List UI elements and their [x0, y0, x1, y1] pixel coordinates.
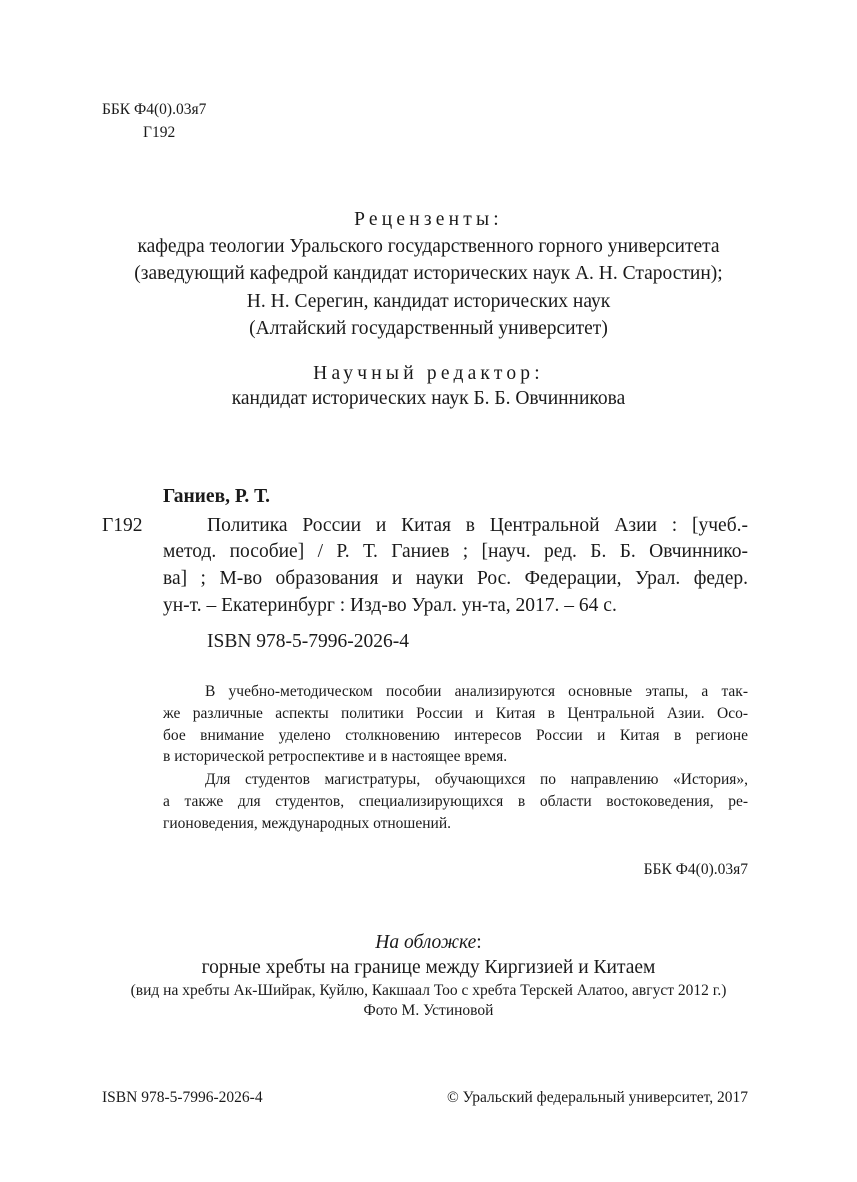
cover-heading — [0, 932, 857, 954]
catalog-line-2: метод. пособие] / Р. Т. Ганиев ; [науч. ред. Б. Б. Овчиннико- — [163, 541, 748, 562]
abstract-line-7: гионоведения, международных отношений. — [163, 815, 452, 832]
cover-colon: : — [476, 932, 482, 953]
cover-line-2: (вид на хребты Ак-Шийрак, Куйлю, Какшаал Тоо с хребта Терскей Алатоо, август 2012 г.) — [130, 982, 727, 999]
editor-heading: Научный редактор: — [313, 363, 544, 384]
reviewers-heading: Рецензенты: — [354, 209, 503, 230]
abstract-line-3: бое внимание уделено столкновению интересов России и Китая в регионе — [163, 727, 748, 744]
cover-line-1: горные хребты на границе между Киргизией и Китаем — [201, 957, 656, 978]
reviewer-line-4: (Алтайский государственный университет) — [249, 318, 608, 339]
reviewer-line-1: кафедра теологии Уральского государственного горного университета — [137, 236, 720, 257]
reviewer-line-2: (заведующий кафедрой кандидат исторических наук А. Н. Старостин); — [134, 263, 723, 284]
editor-name: кандидат исторических наук Б. Б. Овчинникова — [231, 388, 626, 409]
cover-line-3: Фото М. Устиновой — [363, 1002, 494, 1019]
catalog-author: Ганиев, Р. Т. — [163, 486, 271, 507]
catalog-cutter: Г192 — [102, 515, 143, 536]
catalog-line-1: Политика России и Китая в Центральной Азии : [учеб.- — [207, 515, 748, 536]
abstract-line-6: а также для студентов, специализирующихся в области востоковедения, ре- — [163, 793, 748, 810]
bbk-code: ББК Ф4(0).03я7 — [102, 101, 207, 118]
footer-copyright: © Уральский федеральный университет, 2017 — [446, 1089, 748, 1106]
abstract-bbk: ББК Ф4(0).03я7 — [643, 861, 748, 878]
abstract-line-5: Для студентов магистратуры, обучающихся по направлению «История», — [205, 771, 748, 788]
cutter-code: Г192 — [143, 124, 176, 141]
abstract-line-4: в исторической ретроспективе и в настоящее время. — [163, 748, 508, 765]
abstract-line-2: же различные аспекты политики России и Китая в Центральной Азии. Осо- — [163, 705, 748, 722]
cover-label: На обложке — [375, 932, 477, 953]
catalog-isbn: ISBN 978-5-7996-2026-4 — [207, 631, 410, 652]
abstract-line-1: В учебно-методическом пособии анализируются основные этапы, а так- — [205, 683, 748, 700]
catalog-line-4: ун-т. – Екатеринбург : Изд-во Урал. ун-та, 2017. – 64 с. — [163, 595, 617, 616]
reviewer-line-3: Н. Н. Серегин, кандидат исторических наук — [246, 291, 611, 312]
footer-isbn: ISBN 978-5-7996-2026-4 — [102, 1089, 263, 1106]
catalog-line-3: ва] ; М-во образования и науки Рос. Федерации, Урал. федер. — [163, 568, 748, 589]
